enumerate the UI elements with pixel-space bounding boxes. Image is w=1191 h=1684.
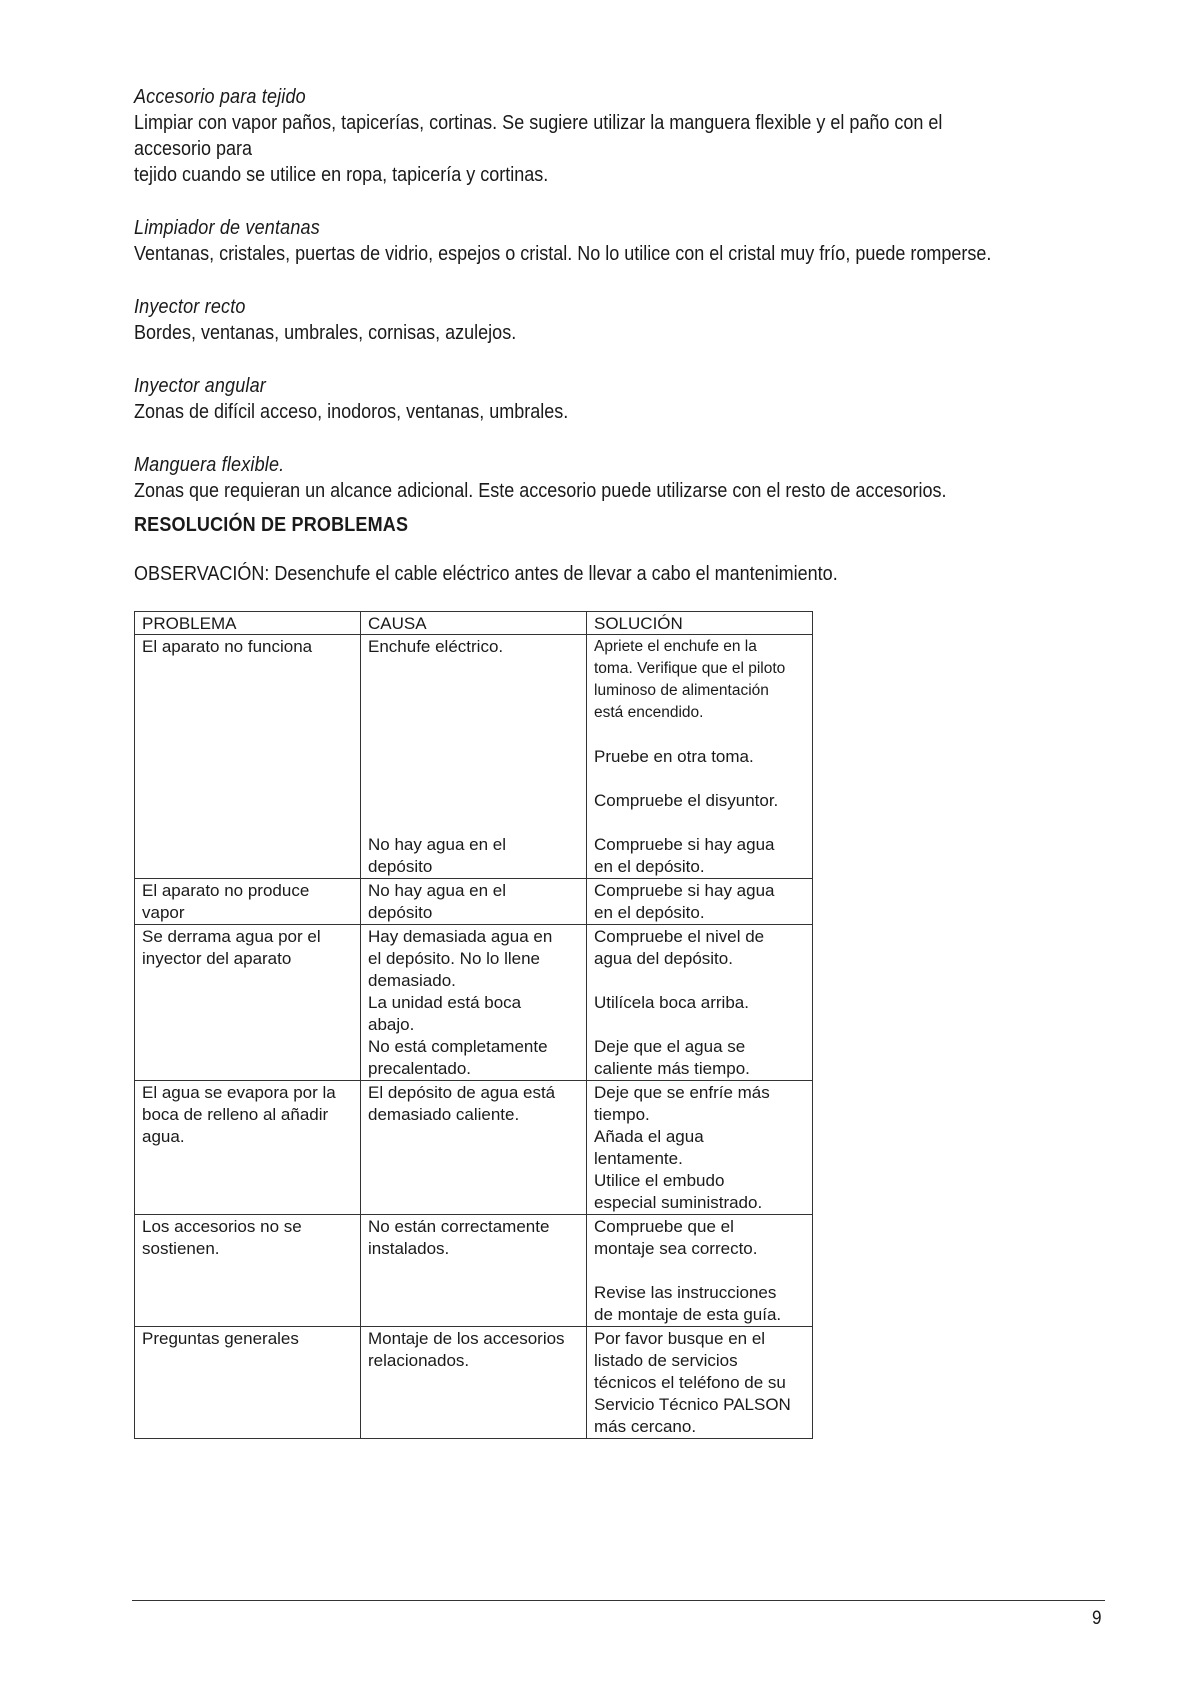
cause-text: demasiado. bbox=[368, 971, 456, 990]
cause-cell bbox=[361, 1081, 587, 1215]
problem-text: El agua se evapora por la bbox=[142, 1083, 336, 1102]
cause-text: depósito bbox=[368, 903, 433, 922]
column-header-solution: SOLUCIÓN bbox=[587, 612, 813, 635]
cause-text: El depósito de agua está bbox=[368, 1083, 556, 1102]
cause-cell bbox=[361, 925, 587, 1081]
solution-text: Servicio Técnico PALSON bbox=[594, 1395, 791, 1414]
cause-text: No hay agua en el bbox=[368, 881, 506, 900]
cause-text: depósito bbox=[368, 857, 433, 876]
solution-text: Utilícela boca arriba. bbox=[594, 993, 749, 1012]
problem-cell bbox=[135, 1081, 361, 1215]
table-row bbox=[135, 925, 813, 1081]
solution-text: tiempo. bbox=[594, 1105, 650, 1124]
solution-text: Apriete el enchufe en la bbox=[594, 638, 757, 655]
accessory-description-line: Zonas de difícil acceso, inodoros, ventanas, umbrales. bbox=[134, 401, 569, 423]
table-row bbox=[135, 1215, 813, 1327]
accessory-title: Accesorio para tejido bbox=[134, 86, 306, 108]
accessory-title: Limpiador de ventanas bbox=[134, 217, 320, 239]
problem-text: boca de relleno al añadir bbox=[142, 1105, 329, 1124]
problem-text: agua. bbox=[142, 1127, 185, 1146]
problem-text: El aparato no produce bbox=[142, 881, 310, 900]
cause-text: instalados. bbox=[368, 1239, 450, 1258]
solution-text: Compruebe si hay agua bbox=[594, 881, 775, 900]
solution-text: Compruebe el disyuntor. bbox=[594, 791, 779, 810]
cause-cell bbox=[361, 1327, 587, 1439]
accessory-section-angled-nozzle bbox=[134, 373, 1114, 425]
cause-text: demasiado caliente. bbox=[368, 1105, 520, 1124]
cause-text: precalentado. bbox=[368, 1059, 472, 1078]
solution-cell bbox=[587, 1215, 813, 1327]
problem-text: sostienen. bbox=[142, 1239, 220, 1258]
accessory-section-flexible-hose bbox=[134, 452, 1114, 504]
solution-text: lentamente. bbox=[594, 1149, 683, 1168]
column-header-problem: PROBLEMA bbox=[135, 612, 361, 635]
solution-text: está encendido. bbox=[594, 704, 704, 721]
solution-cell bbox=[587, 1081, 813, 1215]
accessory-section-window-cleaner bbox=[134, 215, 1114, 267]
cause-text: La unidad está boca bbox=[368, 993, 522, 1012]
accessory-descriptions bbox=[134, 84, 1114, 531]
solution-cell bbox=[587, 1327, 813, 1439]
footer-divider bbox=[132, 1600, 1105, 1601]
solution-text: luminoso de alimentación bbox=[594, 682, 769, 699]
table-row bbox=[135, 635, 813, 879]
accessory-section-straight-nozzle bbox=[134, 294, 1114, 346]
cause-cell bbox=[361, 879, 587, 925]
cause-text: No hay agua en el bbox=[368, 835, 506, 854]
problem-cell bbox=[135, 635, 361, 879]
solution-text: caliente más tiempo. bbox=[594, 1059, 750, 1078]
solution-text: Pruebe en otra toma. bbox=[594, 747, 754, 766]
solution-text: especial suministrado. bbox=[594, 1193, 763, 1212]
cause-text: Montaje de los accesorios bbox=[368, 1329, 565, 1348]
problem-cell bbox=[135, 1327, 361, 1439]
accessory-description-line: Limpiar con vapor paños, tapicerías, cortinas. Se sugiere utilizar la manguera flexible y el paño con el accesorio para bbox=[134, 112, 943, 160]
cause-text: No está completamente bbox=[368, 1037, 548, 1056]
table-row bbox=[135, 879, 813, 925]
accessory-description-line: Zonas que requieran un alcance adicional. Este accesorio puede utilizarse con el resto de accesorios. bbox=[134, 480, 947, 502]
cause-text: Hay demasiada agua en bbox=[368, 927, 553, 946]
solution-cell bbox=[587, 925, 813, 1081]
solution-text: toma. Verifique que el piloto bbox=[594, 660, 786, 677]
problem-text: Se derrama agua por el bbox=[142, 927, 321, 946]
solution-text: Compruebe que el bbox=[594, 1217, 734, 1236]
solution-text: agua del depósito. bbox=[594, 949, 733, 968]
troubleshooting-table bbox=[134, 611, 813, 1439]
accessory-description-line: tejido cuando se utilice en ropa, tapicería y cortinas. bbox=[134, 164, 549, 186]
solution-cell bbox=[587, 635, 813, 879]
cause-text: No están correctamente bbox=[368, 1217, 550, 1236]
section-heading: RESOLUCIÓN DE PROBLEMAS bbox=[134, 514, 409, 536]
solution-text: Compruebe si hay agua bbox=[594, 835, 775, 854]
cause-text: relacionados. bbox=[368, 1351, 470, 1370]
accessory-description-line: Bordes, ventanas, umbrales, cornisas, azulejos. bbox=[134, 322, 517, 344]
maintenance-note: OBSERVACIÓN: Desenchufe el cable eléctrico antes de llevar a cabo el mantenimiento. bbox=[134, 563, 838, 585]
solution-text: Revise las instrucciones bbox=[594, 1283, 777, 1302]
page-number: 9 bbox=[1092, 1608, 1102, 1629]
solution-text: Utilice el embudo bbox=[594, 1171, 725, 1190]
cause-text: el depósito. No lo llene bbox=[368, 949, 541, 968]
solution-text: en el depósito. bbox=[594, 857, 705, 876]
solution-text: montaje sea correcto. bbox=[594, 1239, 758, 1258]
cause-text: Enchufe eléctrico. bbox=[368, 637, 504, 656]
problem-cell bbox=[135, 879, 361, 925]
solution-text: Compruebe el nivel de bbox=[594, 927, 765, 946]
cause-cell bbox=[361, 1215, 587, 1327]
table-header-row bbox=[135, 612, 813, 635]
solution-text: de montaje de esta guía. bbox=[594, 1305, 782, 1324]
solution-text: Deje que se enfríe más bbox=[594, 1083, 770, 1102]
solution-cell bbox=[587, 879, 813, 925]
solution-text: Deje que el agua se bbox=[594, 1037, 746, 1056]
accessory-title: Inyector recto bbox=[134, 296, 246, 318]
accessory-title: Inyector angular bbox=[134, 375, 266, 397]
solution-text: Añada el agua bbox=[594, 1127, 704, 1146]
problem-text: Los accesorios no se bbox=[142, 1217, 302, 1236]
solution-text: en el depósito. bbox=[594, 903, 705, 922]
solution-text: listado de servicios bbox=[594, 1351, 738, 1370]
column-header-cause: CAUSA bbox=[361, 612, 587, 635]
table-row bbox=[135, 1081, 813, 1215]
problem-text: inyector del aparato bbox=[142, 949, 292, 968]
problem-text: El aparato no funciona bbox=[142, 637, 313, 656]
problem-text: Preguntas generales bbox=[142, 1329, 299, 1348]
solution-text: Por favor busque en el bbox=[594, 1329, 766, 1348]
problem-text: vapor bbox=[142, 903, 185, 922]
table-row bbox=[135, 1327, 813, 1439]
cause-text: abajo. bbox=[368, 1015, 415, 1034]
solution-text: técnicos el teléfono de su bbox=[594, 1373, 786, 1392]
problem-cell bbox=[135, 1215, 361, 1327]
accessory-title: Manguera flexible. bbox=[134, 454, 285, 476]
problem-cell bbox=[135, 925, 361, 1081]
accessory-section-fabric bbox=[134, 84, 1114, 188]
cause-cell bbox=[361, 635, 587, 879]
accessory-description-line: Ventanas, cristales, puertas de vidrio, espejos o cristal. No lo utilice con el cristal muy frío, puede romperse. bbox=[134, 243, 992, 265]
solution-text: más cercano. bbox=[594, 1417, 697, 1436]
